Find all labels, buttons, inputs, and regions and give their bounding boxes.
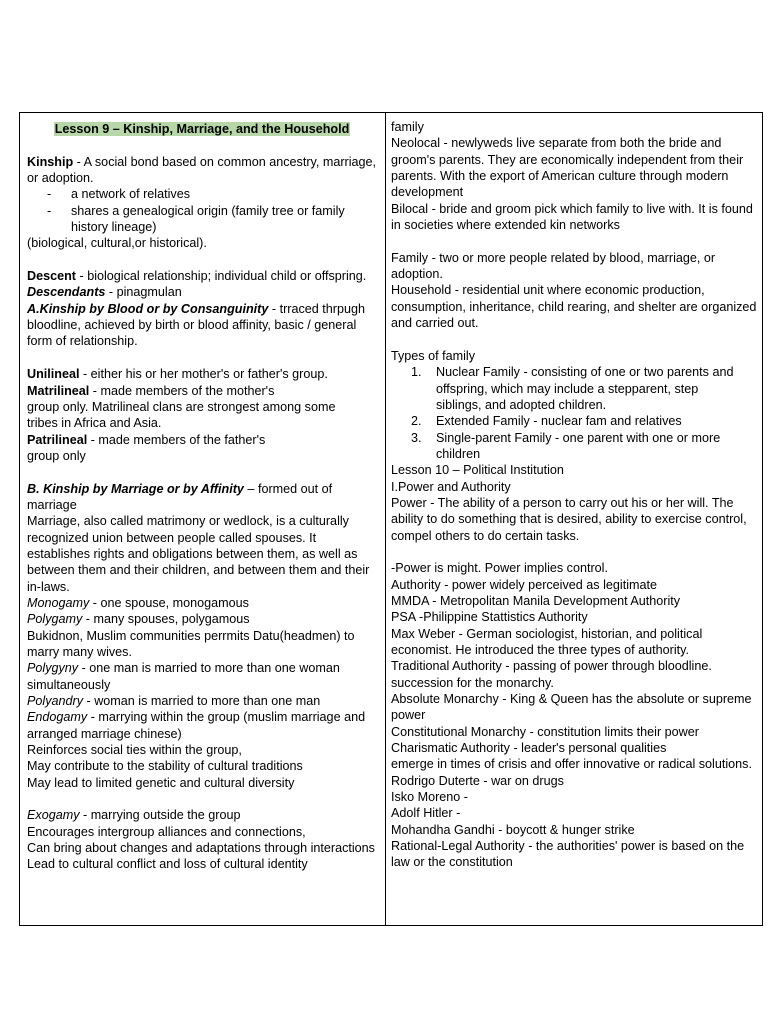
max-weber-text: Max Weber - German sociologist, historian, and political economist. He introduced the three types of authority.	[391, 626, 703, 657]
isko-text: Isko Moreno -	[391, 790, 468, 805]
bilocal-definition: Bilocal - bride and groom pick which family to live with. It is found in societies where extended kin networks	[391, 201, 753, 233]
exogamy-point-3: Lead to cultural conflict and loss of cultural identity	[27, 857, 308, 872]
lesson-10-title: Lesson 10 – Political Institution	[391, 463, 564, 478]
list-item-text: Extended Family - nuclear fam and relatives	[436, 414, 682, 429]
bukidnon-text: Bukidnon, Muslim communities perrmits Datu(headmen) to marry many wives.	[27, 628, 355, 659]
endogamy-point-3: May lead to limited genetic and cultural diversity	[27, 775, 295, 790]
polyandry-term: Polyandry	[27, 694, 84, 709]
nuclear-family-cont-1: offspring, which may include a stepparent, step	[436, 381, 699, 396]
hitler-text: Adolf Hitler -	[391, 806, 461, 821]
power-authority-heading: I.Power and Authority	[391, 479, 511, 494]
dash-item-text: a network of relatives	[71, 187, 190, 202]
kinship-def: - A social bond based on common ancestry, marriage, or adoption.	[27, 154, 377, 186]
descendants-term: Descendants	[27, 285, 106, 300]
list-number: 3.	[411, 430, 422, 445]
list-item-text: Single-parent Family - one parent with one or more children	[436, 430, 721, 461]
list-item	[391, 430, 758, 463]
descent-term: Descent	[27, 269, 76, 284]
types-of-family-heading: Types of family	[391, 348, 475, 363]
family-word: family	[391, 120, 424, 134]
list-number: 2.	[411, 414, 422, 429]
charismatic-emerge-text: emerge in times of crisis and offer innovative or radical solutions.	[391, 757, 752, 772]
rational-legal-authority-text: Rational-Legal Authority - the authorities' power is based on the law or the constitution	[391, 839, 745, 870]
inlaws-text: in-laws.	[27, 579, 70, 594]
exogamy-point-2: Can bring about changes and adaptations through interactions	[27, 841, 375, 856]
blood-kinship-def: - trraced thrpugh bloodline, achieved by birth or blood affinity, basic / general form of relationship.	[27, 301, 365, 349]
charismatic-authority-text: Charismatic Authority - leader's personal qualities	[391, 741, 667, 756]
list-number: 1.	[411, 365, 422, 380]
endogamy-def: - marrying within the group (muslim marriage and arranged marriage chinese)	[27, 710, 366, 741]
blood-kinship-term: A.Kinship by Blood or by Consanguinity	[27, 301, 269, 316]
list-item	[391, 364, 758, 380]
power-might-text: -Power is might. Power implies control.	[391, 561, 608, 576]
descent-definition	[27, 268, 377, 284]
lesson-9-title-text: Lesson 9 – Kinship, Marriage, and the Household	[54, 122, 350, 136]
list-item: - a network of relatives	[27, 186, 377, 202]
constitutional-monarchy-text: Constitutional Monarchy - constitution limits their power	[391, 724, 699, 739]
patrilineal-def: - made members of the father's	[87, 432, 266, 447]
polygyny-term: Polygyny	[27, 661, 79, 676]
unilineal-term: Unilineal	[27, 367, 80, 382]
list-item: - shares a genealogical origin (family tree or family history lineage)	[27, 203, 377, 236]
blood-kinship-definition	[27, 301, 377, 350]
right-column	[386, 113, 762, 925]
monogamy-def: - one spouse, monogamous	[89, 595, 249, 610]
polygamy-definition	[27, 611, 377, 627]
left-column	[20, 113, 386, 925]
descendants-def: - pinagmulan	[105, 285, 182, 300]
power-definition: Power - The ability of a person to carry out his or her will. The ability to do something that is desired, ability to exercise control, compel others to do certain tasks.	[391, 495, 747, 543]
patrilineal-cont: group only	[27, 448, 86, 463]
patrilineal-term: Patrilineal	[27, 432, 88, 447]
unilineal-def: - either his or her mother's or father's group.	[79, 367, 328, 382]
exogamy-definition	[27, 807, 377, 823]
polygamy-def: - many spouses, polygamous	[82, 612, 250, 627]
list-item	[391, 413, 758, 429]
authority-definition: Authority - power widely perceived as legitimate	[391, 577, 657, 592]
dash-item-text: shares a genealogical origin (family tree or family history lineage)	[71, 203, 345, 235]
household-definition: Household - residential unit where economic production, consumption, inheritance, child rearing, and shelter are organized and carried out.	[391, 283, 757, 331]
polygyny-definition	[27, 660, 377, 693]
mmda-text: MMDA - Metropolitan Manila Development Authority	[391, 593, 681, 608]
gandhi-text: Mohandha Gandhi - boycott & hunger strike	[391, 822, 635, 837]
traditional-authority-text: Traditional Authority - passing of power through bloodline. succession for the monarchy.	[391, 659, 712, 690]
monogamy-definition	[27, 595, 377, 611]
lesson-9-title	[27, 121, 377, 137]
neolocal-definition: Neolocal - newlyweds live separate from both the bride and groom's parents. They are economically independent from their parents. With the export of American culture through modern development	[391, 136, 744, 200]
affinity-def: – formed out of marriage	[27, 481, 333, 512]
exogamy-term: Exogamy	[27, 808, 80, 823]
matrilineal-cont-2: tribes in Africa and Asia.	[27, 416, 162, 431]
marriage-definition: Marriage, also called matrimony or wedlock, is a culturally recognized union between people called spouses. It establishes rights and obligations between them, as well as between them and their children, and between them and their	[27, 514, 370, 578]
affinity-term: B. Kinship by Marriage or by Affinity	[27, 481, 244, 496]
exogamy-point-1: Encourages intergroup alliances and connections,	[27, 824, 306, 839]
duterte-text: Rodrigo Duterte - war on drugs	[391, 773, 564, 788]
matrilineal-term: Matrilineal	[27, 383, 90, 398]
family-definition: Family - two or more people related by blood, marriage, or adoption.	[391, 250, 716, 282]
matrilineal-def: - made members of the mother's	[89, 383, 275, 398]
notes-table	[19, 112, 763, 926]
polygamy-term: Polygamy	[27, 612, 83, 627]
list-item-text: Nuclear Family - consisting of one or two parents and	[436, 365, 734, 380]
polyandry-def: - woman is married to more than one man	[83, 694, 321, 709]
endogamy-definition	[27, 709, 377, 742]
absolute-monarchy-text: Absolute Monarchy - King & Queen has the absolute or supreme power	[391, 692, 752, 723]
kin-types: (biological, cultural,or historical).	[27, 236, 207, 251]
endogamy-point-2: May contribute to the stability of cultural traditions	[27, 759, 303, 774]
descendants-definition	[27, 284, 377, 300]
descent-def: - biological relationship; individual child or offspring.	[76, 269, 367, 284]
kinship-definition	[27, 154, 377, 187]
unilineal-definition	[27, 366, 377, 382]
kinship-term: Kinship	[27, 154, 74, 169]
patrilineal-definition	[27, 432, 377, 448]
matrilineal-cont-1: group only. Matrilineal clans are strongest among some	[27, 399, 336, 414]
polyandry-definition	[27, 693, 377, 709]
monogamy-term: Monogamy	[27, 595, 90, 610]
exogamy-def: - marrying outside the group	[79, 808, 241, 823]
polygyny-def: - one man is married to more than one woman simultaneously	[27, 661, 340, 692]
endogamy-point-1: Reinforces social ties within the group,	[27, 743, 242, 758]
nuclear-family-cont-2: siblings, and adopted children.	[436, 397, 607, 412]
matrilineal-definition	[27, 383, 377, 399]
psa-text: PSA -Philippine Stattistics Authority	[391, 610, 588, 625]
affinity-definition	[27, 481, 377, 514]
endogamy-term: Endogamy	[27, 710, 88, 725]
